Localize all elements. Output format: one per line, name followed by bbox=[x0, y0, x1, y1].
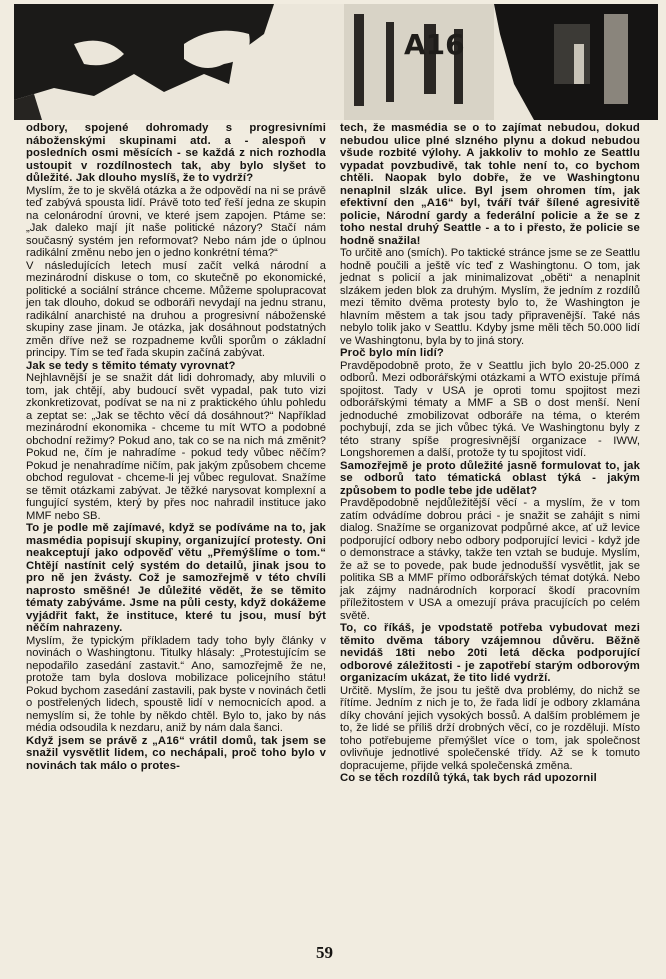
question-paragraph: odbory, spojené dohromady s progresivními náboženskými skupinami atd. a - alespoň v posledních osmi měsících - se každá z nich rozhodla ustoupit v rozdílnostech tak, aby bylo slyšet to důležité. Jak dlouho myslíš, že to vydrží? bbox=[26, 122, 326, 184]
left-column bbox=[26, 122, 326, 772]
question-paragraph: Jak se tedy s těmito tématy vyrovnat? bbox=[26, 359, 236, 372]
banner-letters: A16 bbox=[404, 28, 465, 61]
question-paragraph: Když jsem se právě z „A16“ vrátil domů, tak jsem se snažil vysvětlit lidem, co nechápali, proč toho bylo v novinách tak málo o protes- bbox=[26, 734, 326, 772]
question-paragraph: To je podle mě zajímavé, když se podíváme na to, jak masmédia popisují skupiny, organizující protesty. Oni neakceptují jako odpověď větu „Přemýšlíme o tom.“ Chtějí nastínit celý systém do detailů, jinak jsou to pro ně jen žvásty. Což je samozřejmě v této chvíli naprosto směšné! Je důležité vědět, že se těmito tématy zabýváme. Jsme na půli cesty, když dokážeme vyjádřit fakt, že instituce, které tu jsou, musí být něčím nahrazeny. bbox=[26, 522, 326, 634]
page-number: 59 bbox=[316, 943, 333, 962]
answer-paragraph: Pravděpodobně nejdůležitější věcí - a myslím, že v tom zatím odvádíme dobrou práci - je snažit se zahájit s nimi dialog. Snažíme se organizovat podpůrné akce, ať už levice podporující odbory nebo odbory podporující levici - když jde o demonstrace a stávky, takže ten vztah se buduje. Myslím, že až se to povede, pak bude jednodušší vysvětlit, jak se politika SB a MMF přímo odborářských témat dotýká. Nebo jak zájmy nadnárodních korporací škodí pracovním příležitostem v USA a omezují práva pracujících po celém světě. bbox=[340, 497, 640, 622]
answer-paragraph: Nejhlavnější je se snažit dát lidi dohromady, aby mluvili o tom, jak chtějí, aby budoucí svět vypadal, pak tuto vizi zkonkretizovat, podívat se na ni z praktického úhlu pohledu a zeptat se: „Jak se těchto věcí dá dosáhnout?“ Například mezinárodní ekonomika - chceme tu mít WTO a podobné obchodní režimy? Pokud ano, tak co se na nich má změnit? Pokud ne, čím je nahradíme - pokud tedy vůbec něčím? Pokud je nenahradíme ničím, pak jakým způsobem chceme obchod regulovat - chceme-li jej vůbec regulovat. Snažíme se těmit otázkami zabývat. Je těžké narysovat komplexní a fungující systém, který by přes noc nahradil instituce jako MMF nebo SB. bbox=[26, 372, 326, 522]
header-photo-banner bbox=[14, 4, 658, 120]
right-column bbox=[340, 122, 640, 785]
question-paragraph: To, co říkáš, je vpodstatě potřeba vybudovat mezi těmito dvěma tábory vzájemnou důvěru. Běžně nevidáš 18ti nebo 20ti letá děcka podporující odborové záležitosti - je zapotřebí starým odborovým organizacím ukázat, že tito lidé vydrží. bbox=[340, 622, 640, 684]
question-paragraph: Proč bylo mín lidí? bbox=[340, 347, 444, 359]
answer-paragraph: Myslím, že typickým příkladem tady toho byly články v novinách o Washingtonu. Titulky hlásaly: „Protestujícím se nepodařilo zasedání zastavit.“ Ano, samozřejmě že ne, protože tam byla doslova mobilizace policejního státu! Pokud bychom zasedání zastavili, pak byste v novinách četli o postřelených lidech, spoustě lidí v nemocnicích apod. a nemyslím si, že tohle by někdo chtěl. Bylo to, jako by nás média odsoudila k nezdaru, aniž by nám dala šanci. bbox=[26, 634, 326, 734]
answer-paragraph: Pravděpodobně proto, že v Seattlu jich bylo 20-25.000 z odborů. Mezi odborářskými otázkami a WTO existuje přímá spojitost. Tady v USA je oproti tomu spojitost mezi odborářskými tématy a MMF a SB o dost menší. Není jednoduché zmobilizovat odboráře na téma, o kterém pochybují, zda se jich vůbec týká. Ve Washingtonu byly z této strany spíše progresivnější organizace - IWW, Longshoremen a další, protože ty tu spojitost vidí. bbox=[340, 359, 640, 459]
answer-paragraph: To určitě ano (smích). Po taktické stránce jsme se ze Seattlu hodně poučili a ještě víc teď z Washingtonu. O tom, jak jednat s policií a jak minimalizovat „oběti“ a nenaplnit slzákem jeden blok za druhým. Myslím, že jedním z rozdílů mezi těmito dvěma protesty bylo to, že Washington je hlavním městem a tak jsou tady připravenější. Také nás nebylo tolik jako v Seattlu. Kdyby jsme měli těch 50.000 lidí ve Washingtonu, byla by to jiná story. bbox=[340, 247, 640, 347]
question-paragraph: Samozřejmě je proto důležité jasně formulovat to, jak se odborů tato tématická oblast týká - jakým způsobem to podle tebe jde udělat? bbox=[340, 459, 640, 497]
answer-paragraph: V následujících letech musí začít velká národní a mezinárodní diskuse o tom, co skutečně po ekonomické, politické a sociální stránce chceme. Můžeme spolupracovat jen tak dlouho, dokud se odboráři nevydají na jednu stranu, radikální anarchisté na druhou a progresivní náboženské skupiny zase jinam. Je otázka, jak dosáhnout podstatných změn dříve než se rozpadneme kvůli sporům o základní principy. Tím se teď řada skupin začíná zabývat. bbox=[26, 259, 326, 359]
answer-paragraph: Myslím, že to je skvělá otázka a že odpovědí na ni se právě teď zabývá spousta lidí. Právě toto teď řeší jedna ze skupin na celonárodní úrovni, ve které jsem zapojen. Ptáme se: „Jak daleko mají jít naše politické názory? Stačí nám současný systém jen reformovat? Nebo nám jde o úplnou radikální změnu nebo jen o jedno konkrétní téma?“ bbox=[26, 184, 326, 259]
answer-paragraph: Určitě. Myslím, že jsou tu ještě dva problémy, do nichž se řítíme. Jedním z nich je to, že řada lidí je odbory zklamána díky chování jejich vysokých bossů. A dalším problémem je to, že lidé se příliš drží drobných věcí, co je rozděluji. Místo toho potřebujeme přemýšlet více o tom, jak společnost ovlivňuje jednotlivé společenské třídy. Až se k tomuto dopracujeme, přijde velká společenská změna. bbox=[340, 684, 640, 772]
question-paragraph: Co se těch rozdílů týká, tak bych rád upozornil bbox=[340, 772, 597, 784]
question-paragraph: tech, že masmédia se o to zajímat nebudou, dokud nebudou ulice plné slzného plynu a dokud nebudou všude rozbité výlohy. A jakkoliv to mohlo ze Seattlu vypadat povzbudivě, tak tohle není to, co bychom chtěli. Naopak bylo dobře, že ve Washingtonu nenaplnil slzák ulice. Byl jsem ohromen tím, jak efektivní den „A16“ byl, tváří tvář šílené agresivitě policie, Národní gardy a federální policie a že se z toho nestal druhý Seattle - a to i přesto, že policie se hodně snažila! bbox=[340, 122, 640, 247]
